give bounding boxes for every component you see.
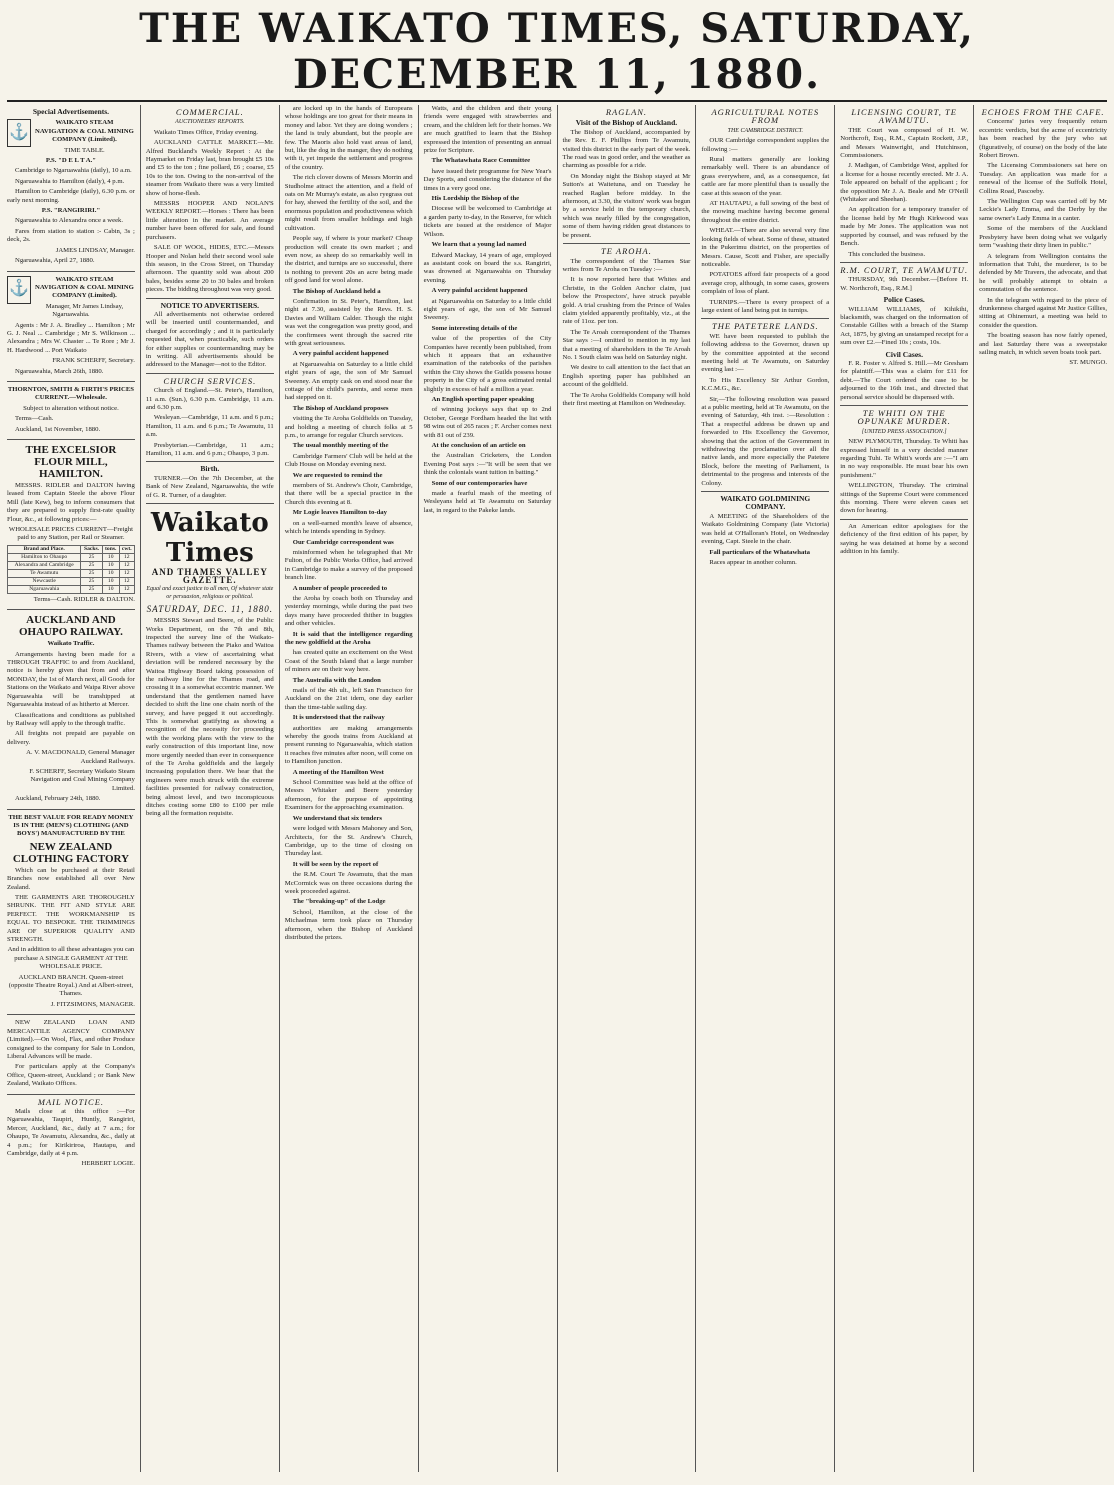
table-cell: 10 xyxy=(102,569,119,577)
article-text: were lodged with Messrs Mahoney and Son, Architects, for the St. Andrew's Church, Cambridge, up to the time of closing on Thursday last. xyxy=(284,825,413,858)
ad-text: WHOLESALE PRICES CURRENT—Freight paid to any Station, per Rail or Steamer. xyxy=(8,526,133,542)
ship-icon: ⚓ xyxy=(7,119,31,147)
article-text: On Monday night the Bishop stayed at Mr Sutton's at Waitetuna, and on Tuesday he reached Raglan before midday. In the afternoon, at 3.30, the visitors' work was begun by a service held in the temporary church, which was nearly filled by the congregation, some of them having ridden great distances to be present. xyxy=(562,172,691,239)
ad-text: WAIKATO STEAM NAVIGATION & COAL MINING COMPANY (Limited). xyxy=(35,119,134,144)
church-text: Presbyterian.—Cambridge, 11 a.m.; Hamilton, 11 a.m. and 6 p.m.; Ohaupo, 3 p.m. xyxy=(145,441,274,458)
article-text: AT HAUTAPU, a full sowing of the best of the mowing machine having become general throughout the entire district. xyxy=(701,200,830,224)
article-text: Rural matters generally are looking remarkably well. There is an abundance of grass everywhere, and, as a consequence, fat cattle are far more plentiful than is usually the case at this season of the year. xyxy=(701,156,830,197)
article-text: Cambridge Farmers' Club will be held at the Club House on Monday evening next. xyxy=(284,452,413,469)
divider xyxy=(701,318,829,319)
table-row xyxy=(8,561,135,569)
article-text: the R.M. Court Te Awamutu, that the man McCormick was on three occasions during the week proceeded against. xyxy=(284,871,413,895)
table-cell: Newcastle xyxy=(8,577,81,585)
ad-title: NEW ZEALAND CLOTHING FACTORY xyxy=(12,840,130,865)
ad-text: Hamilton to Cambridge (daily), 6.30 p.m. or early next morning. xyxy=(7,188,135,204)
paragraph-lead: His Lordship the Bishop of the xyxy=(431,195,520,203)
article-text: Confirmation in St. Peter's, Hamilton, last night at 7.30, assisted by the Revs. H. S. Davies and William Calder. Though the night was wet the congregation was pretty good, and the confirmees went through the sacred rite with great seriousness. xyxy=(284,297,413,347)
column-6 xyxy=(695,105,834,1472)
table-cell: 10 xyxy=(102,561,119,569)
ad-text: For particulars apply at the Company's Office, Queen-street, Auckland ; or Bank New Zealand, Waikato Offices. xyxy=(7,1063,135,1088)
paragraph-lead: The Bishop of Auckland proposes xyxy=(292,404,389,412)
article-text: members of St. Andrew's Choir, Cambridge, that there will be a special practice in the Church this evening at 8. xyxy=(284,482,413,506)
table-row xyxy=(8,553,135,561)
police-cases-title: Police Cases. xyxy=(883,295,925,305)
gazette-subtitle: AND THAMES VALLEY GAZETTE. xyxy=(151,567,268,586)
table-cell: 25 xyxy=(81,577,102,585)
article-text: The Wellington Cup was carried off by Mr Leckie's Lady Emma, and the Derby by the same owner's Lady Emma in a canter. xyxy=(979,198,1107,222)
article-text: THURSDAY, 9th December.—[Before H. W. Northcroft, Esq., R.M.] xyxy=(840,276,969,292)
column-4 xyxy=(418,105,557,1472)
article-text: School, Hamilton, at the close of the Michaelmas term took place on Thursday afternoon, when the Bishop of Auckland distributed the prizes. xyxy=(284,908,413,941)
paragraph-lead: An English sporting paper speaking xyxy=(431,396,535,403)
goldmining-title: WAIKATO GOLDMINING COMPANY. xyxy=(720,494,811,512)
article-text: are locked up in the hands of Europeans whose holdings are too great for their means in money and labor. Yet they are doing wonders ; the land is truly abundant, but the people are few. The Maoris also hold vast areas of land, but, like the dog in the manger, they do nothing with it, yet impede the settlement and progress of the country. xyxy=(284,105,413,171)
article-text: The Licensing Commissioners sat here on Tuesday. An application was made for a renewal of the license of the Suffolk Hotel, Collins Road, Pascoeby. xyxy=(979,162,1107,195)
ad-text: FRANK SCHERFF, Secretary. xyxy=(52,357,135,365)
prices-current-ad xyxy=(7,384,135,440)
table-cell: Alexandra and Cambridge xyxy=(8,561,81,569)
article-text: The correspondent of the Thames Star writes from Te Aroha on Tuesday :— xyxy=(562,257,691,273)
patetere-title: THE PATETERE LANDS. xyxy=(712,321,819,332)
article-text: Watts, and the children and their young friends were engaged with strawberries and cream, and the children left for their homes. We are much gratified to learn that the Bishop expressed the intention of presenting an annual prize for Scripture. xyxy=(423,105,552,155)
ad-text: Terms—Cash. RIDLER & DALTON. xyxy=(33,595,135,603)
article-text: Concerns' juries very frequently return eccentric verdicts, but the acme of eccentricity has been reached by the jury who sat (figuratively, of course) on the body of the late Robert Brown. xyxy=(979,118,1107,160)
raglan-title: RAGLAN. xyxy=(605,107,648,117)
divider xyxy=(146,298,274,299)
paragraph-lead: A very painful accident happened xyxy=(431,287,528,295)
ad-text: Ngaruawahia to Alexandra once a week. xyxy=(15,217,124,225)
divider xyxy=(840,405,968,406)
article-text: POTATOES afford fair prospects of a good average crop, although, in some cases, growers complain of loss of plant. xyxy=(701,271,830,296)
agricultural-title: AGRICULTURAL NOTES FROM xyxy=(711,107,820,126)
table-cell: Te Awamutu xyxy=(8,569,81,577)
table-cell: 12 xyxy=(119,577,134,585)
ad-text: J. FITZSIMONS, MANAGER. xyxy=(50,1000,135,1008)
birth-title: Birth. xyxy=(200,464,220,474)
gazette-header xyxy=(146,508,274,613)
auctioneers-title: AUCTIONEERS' REPORTS. xyxy=(175,119,245,126)
table-header: tons. xyxy=(102,545,119,553)
paragraph-lead: We are requested to remind the xyxy=(292,471,383,479)
ad-text: Ngaruawahia, April 27, 1880. xyxy=(15,257,95,265)
ad-text: Classifications and conditions as published by Railway will apply to the through traffic. xyxy=(7,711,135,727)
ad-text: Arrangements having been made for a THROUGH TRAFFIC to and from Auckland, notice is hereby given that from and after MONDAY, the 1st of March next, all Goods for Stations on the Waikato and Waipa River above Ngaruawahia will be transhipped at Ngaruawahia instead of as hitherto at Mercer. xyxy=(7,650,135,709)
mail-notice-signature: HERBERT LOGIE. xyxy=(81,1160,135,1168)
gazette-title: Waikato Times xyxy=(150,508,269,569)
paragraph-lead: Fall particulars of the Whatawhata xyxy=(709,548,810,556)
ad-text: Waikato Traffic. xyxy=(47,640,95,648)
ad-text: THE GARMENTS ARE THOROUGHLY SHRUNK. THE FIT AND STYLE ARE PERFECT. THE WORKMANSHIP IS EQUAL TO BESPOKE. THE TRIMMINGS ARE OF SUPERIOR QUALITY AND STRENGTH. xyxy=(7,894,135,944)
article-text: NEW PLYMOUTH, Thursday. Te Whiti has expressed himself in a very decided manner regarding Tuhi. Te Whiti's words are :—"I am in no way responsible. He must bear his own punishment." xyxy=(840,438,969,479)
table-cell: 25 xyxy=(81,561,102,569)
paragraph-lead: A number of people proceeded to xyxy=(292,584,388,592)
paragraph-lead: Mr Logie leaves Hamilton to-day xyxy=(292,509,387,517)
article-text: THE Court was composed of H. W. Northcroft, Esq., R.M., Captain Rockett, J.P., and Messrs Wainwright, and Hutchinson, Commissioners. xyxy=(840,126,969,160)
commercial-paragraph: MESSRS HOOPER AND NOLAN'S WEEKLY REPORT.—Horses : There has been little alteration in the market. An average number have been offered for sale, and found purchasers. xyxy=(145,200,274,241)
table-cell: 12 xyxy=(119,561,134,569)
commercial-paragraph: AUCKLAND CATTLE MARKET.—Mr. Alfred Buckland's Weekly Report : At the Haymarket on Friday last, bran brought £5 10s and £5 to the ton ; fine pollard, £6 ; coarse, £5 10s to the ton. Owing to the non-arrival of the steamer from Waikato there was a very limited show of horse-flesh. xyxy=(145,139,274,197)
commercial-paragraph: SALE OF WOOL, HIDES, ETC.—Messrs Hooper and Nolan held their second wool sale this season, in the Cross Street, on Thursday afternoon. The quantity sold was about 200 bales, besides some 20 to 30 bales and broken pieces. The bidding throughout was very good. xyxy=(145,244,274,294)
navigation-agents-ad xyxy=(7,274,135,382)
signature: ST. MUNGO. xyxy=(1069,359,1107,367)
table-cell: 25 xyxy=(81,569,102,577)
column-8 xyxy=(973,105,1107,1472)
table-row xyxy=(8,585,135,593)
divider xyxy=(840,262,968,263)
article-text: J. Madigan, of Cambridge West, applied for a license for a house recently erected. Mr J. A. Tole appeared on behalf of the applicant ; for the opposition Mr J. A. Beale and Mr O'Neill (Whitaker and Sheehan). xyxy=(840,162,969,204)
ad-text: Manager, Mr James Lindsay, Ngaruawahia. xyxy=(45,302,124,319)
article-text: WELLINGTON, Thursday. The criminal sittings of the Supreme Court were commenced this morning. There were eleven cases set down for hearing. xyxy=(840,482,969,515)
article-text: misinformed when he telegraphed that Mr Fulton, of the Public Works Office, had arrived in Cambridge to make a survey of the proposed branch line. xyxy=(284,548,413,582)
article-text: To His Excellency Sir Arthur Gordon, K.C.M.G., &c. xyxy=(701,376,830,393)
article-text: A MEETING of the Shareholders of the Waikato Goldmining Company (late Victoria) was held at O'Halloran's Hotel, on Wednesday evening, Capt. Steele in the chair. xyxy=(701,512,830,546)
paragraph-lead: Our Cambridge correspondent was xyxy=(292,538,394,546)
table-header: cwt. xyxy=(119,545,134,553)
ad-text: P.S. "D E L T A." xyxy=(45,157,96,165)
ad-text: Subject to alteration without notice. xyxy=(23,404,119,412)
masthead: THE WAIKATO TIMES, SATURDAY, DECEMBER 11, 1880. xyxy=(139,6,975,98)
ad-text: JAMES LINDSAY, Manager. xyxy=(55,246,135,254)
columns xyxy=(7,105,1107,1472)
column-5 xyxy=(557,105,696,1472)
article-text: This concluded the business. xyxy=(848,250,926,258)
divider xyxy=(840,519,968,520)
ad-text: Auckland, 1st November, 1880. xyxy=(15,425,101,433)
table-row xyxy=(8,577,135,585)
article-text: In the telegram with regard to the piece of drunkenness charged against Mr Justice Gillies, sitting at Ohinemuri, a meeting was held to consider the question. xyxy=(979,296,1107,329)
ad-text: Auckland, February 24th, 1880. xyxy=(15,795,101,803)
agricultural-subtitle: THE CAMBRIDGE DISTRICT. xyxy=(727,127,803,134)
ad-text: Ngaruawahia, March 26th, 1880. xyxy=(15,367,104,375)
gazette-motto: Equal and exact justice to all men, Of whatever state or persuasion, religious or political. xyxy=(146,585,274,601)
paragraph-lead: The usual monthly meeting of the xyxy=(292,442,389,450)
article-text: The boating season has now fairly opened, and last Saturday there was a sweepstake sailing match, in which seven boats took part. xyxy=(979,332,1107,356)
article-text: WE have been requested to publish the following address to the Governor, drawn up by the committee appointed at the second meeting held at Te Awamutu, on Saturday evening last :— xyxy=(701,332,830,374)
article-text: The Te Aroha Goldfields Company will hold their first meeting at Hamilton on Wednesday. xyxy=(562,391,691,407)
ad-title: THE EXCELSIOR FLOUR MILL, HAMILTON. xyxy=(25,444,117,480)
table-row xyxy=(8,569,135,577)
article-text: WHEAT.—There are also several very fine looking fields of wheat. Some of these, situated in the Pukerimu district, on the properties of Messrs. Cause, Scott and Fisher, are specially noticeable. xyxy=(701,227,830,268)
article-text: The Te Aroah correspondent of the Thames Star says :—I omitted to mention in my last that a meeting of shareholders in the Te Aroah No. 1 South claim was held on Saturday night. xyxy=(562,328,691,361)
article-text: Edward Mackay, 14 years of age, employed as assistant cook on board the s.s. Rangiriri, was drowned at Ngaruawahia on Thursday evening. xyxy=(423,251,552,284)
table-cell: 25 xyxy=(81,553,102,561)
church-title: CHURCH SERVICES. xyxy=(163,375,257,386)
commercial-paragraph: Waikato Times Office, Friday evening. xyxy=(153,128,258,136)
ad-text: MESSRS. RIDLER and DALTON having leased from Captain Steele the above Flour Mill (late Kew), beg to inform consumers that they are prepared to supply first-rate quality Flour, &c., at following prices:— xyxy=(7,482,135,523)
article-text: on a well-earned month's leave of absence, which he intends spending in Sydney. xyxy=(284,519,413,536)
ad-text: All freights not prepaid are payable on delivery. xyxy=(7,730,135,746)
table-header: Sacks. xyxy=(81,545,102,553)
commercial-title: COMMERCIAL. xyxy=(175,107,244,117)
table-cell: Hamilton to Ohaupo xyxy=(8,553,81,561)
ad-text: And in addition to all these advantages you can purchase A SINGLE GARMENT AT THE WHOLESALE PRICE. xyxy=(7,946,135,971)
ad-title: AUCKLAND AND OHAUPO RAILWAY. xyxy=(18,614,123,639)
divider xyxy=(146,461,274,462)
paragraph-lead: The Whatawhata Race Committee xyxy=(431,157,531,165)
divider xyxy=(146,503,274,504)
paragraph-lead: It will be seen by the report of xyxy=(292,860,379,868)
article-text: OUR Cambridge correspondent supplies the following :— xyxy=(701,137,830,153)
church-text: Church of England.—St. Peter's, Hamilton, 11 a.m. (Sun.), 6.30 p.m. Cambridge, 11 a.m. and 6.30 p.m. xyxy=(145,387,274,411)
press-association: [UNITED PRESS ASSOCIATION.] xyxy=(861,428,947,435)
article-text: the Australian Cricketers, the London Evening Post says :—"It will be seen that we think the colonials want tuition in batting." xyxy=(423,452,552,477)
table-cell: 12 xyxy=(119,569,134,577)
article-text: at Ngaruawahia on Saturday to a little child eight years of age, the son of Mr Samuel Sweeney. An empty cask on end stood near the cottage of the child's parents, and some men had stepped on it. xyxy=(284,360,413,402)
civil-cases-title: Civil Cases. xyxy=(885,349,923,359)
birth-text: TURNER.—On the 7th December, at the Bank of New Zealand, Ngaruawahia, the wife of G. R. Turner, of a daughter. xyxy=(145,474,274,499)
article-text: WILLIAM WILLIAMS, of Kihikihi, blacksmith, was charged on the information of Constable Gillies with a breach of the Stamp Act, 1875, by giving an unstamped receipt for a sum over £2.—Fined 10s ; costs, 10s. xyxy=(840,305,969,347)
paragraph-lead: It is understood that the railway xyxy=(292,714,385,722)
article-text: Sir,—The following resolution was passed at a public meeting, held at Te Awamutu, on the evening of Saturday, 4th inst. :—Resolution : That a respectful address be drawn up and forwarded to His Excellency the Governor, showing that the action of the Government in withdrawing the proclamation over all the native lands, and more especially the Patetere Block, before the meeting of Parliament, is detrimental to the progress and interests of the Colony. xyxy=(701,395,830,487)
divider xyxy=(146,373,274,374)
paragraph-lead: A very painful accident happened xyxy=(292,350,389,358)
table-cell: 12 xyxy=(119,585,134,593)
table-header: Brand and Place. xyxy=(8,545,81,553)
ad-text: Fares from station to station :- Cabin, 3s ; deck, 2s. xyxy=(7,227,135,244)
special-ads-heading: Special Advertisements. xyxy=(32,107,110,116)
church-text: Wesleyan.—Cambridge, 11 a.m. and 6 p.m.; Hamilton, 11 a.m. and 6 p.m.; Te Awamutu, 11 a.m. xyxy=(145,414,274,439)
article-text: An American editor apologises for the deficiency of the first edition of his paper, by saying he was detained at home by a second addition in his family. xyxy=(840,522,969,556)
article-text: value of the properties of the City Companies have recently been published, from which it appears that an exhaustive examination of the ratebooks of the parishes within the City shows the Guilds possess house property in the City of a gross estimated rental slightly in excess of half a million a year. xyxy=(423,335,552,393)
ad-text: AUCKLAND BRANCH. Queen-street (opposite Theatre Royal.) And at Albert-street, Thames. xyxy=(8,973,134,998)
column-2 xyxy=(140,105,279,1472)
article-text: have issued their programme for New Year's Day Sports, and considering the distance of the times in a very good one. xyxy=(423,167,552,192)
steam-navigation-ad xyxy=(7,117,135,271)
echoes-title: ECHOES FROM THE CAFE. xyxy=(981,107,1105,117)
article-text: the Aroha by coach both on Thursday and yesterday mornings, while during the past two days many have proceeded thither in buggies and other vehicles. xyxy=(284,594,413,628)
article-text: visiting the Te Aroha Goldfields on Tuesday, and holding a meeting of church folks at 5 p.m., to arrange for regular Church services. xyxy=(284,415,413,440)
clothing-factory-ad xyxy=(7,812,135,1016)
article-text: The rich clover downs of Messrs Morrin and Studholme attract the attention, and a field of oats on Mr Murray's estate, as also ryegrass out for hay, shewed the fertility of the soil, and the enormous population and productiveness which might result from smaller holdings and high cultivation. xyxy=(284,174,413,232)
masthead-rule xyxy=(7,100,1107,102)
paragraph-lead: We understand that six tenders xyxy=(292,814,382,822)
article-text: authorities are making arrangements whereby the goods trains from Auckland at present running to Ngaruawahia, which station it reaches five minutes after noon, will come on to Hamilton junction. xyxy=(284,724,413,766)
ad-text: Cambridge to Ngaruawahia (daily), 10 a.m. xyxy=(15,167,132,175)
licensing-court-title: LICENSING COURT, TE AWAMUTU. xyxy=(851,107,957,126)
paragraph-lead: The "breaking-up" of the Lodge xyxy=(292,898,386,906)
divider xyxy=(563,243,691,244)
article-text: made a fearful mash of the meeting of Wesleyans held at Te Awamutu on Saturday last, in regard to the Pakeke lands. xyxy=(423,490,552,514)
newspaper-page xyxy=(7,6,1107,1472)
article-text: at Ngaruawahia on Saturday to a little child eight years of age, the son of Mr Samuel Sweeney. xyxy=(423,297,552,322)
railway-ad xyxy=(7,612,135,809)
article-text: F. R. Foster v. Alfred S. Hill.—Mr Gresham for plaintiff.—This was a claim for £11 for debt.—The Court ordered the case to be adjourned to the 16th inst., and directed that personal service should be dispensed with. xyxy=(840,359,969,401)
editorial-text: MESSRS Stewart and Beere, of the Public Works Department, on the 7th and 8th, inspected the survey line of the Waikato-Thames railway between the Piako and Waitoa Rivers, with a view of ascertaining what deviation will be rendered necessary by the Waitoa Highway Board taking possession of the railway line for the Thames road, and crossing it in a somewhat eccentric manner. We understand that the gentlemen named have decided to shift the line one chain north of the survey, and have pegged it out accordingly. This is somewhat gratifying as showing a recognition of the necessity for proceeding with the working plans with the view to the early construction of this important line, now more urgently needed than ever in consequence of the Te Aroha goldfields and the largely increasing population there. We hear that the engineers were much struck with the extreme facilities presented for railway construction, being almost level, and two inconspicuous ditches costing some £80 to £100 per mile being all the formation requisite. xyxy=(145,617,274,818)
table-cell: 25 xyxy=(81,585,102,593)
column-3 xyxy=(279,105,418,1472)
article-text: The Bishop of Auckland, accompanied by the Rev. E. F. Phillips from Te Awamutu, visited this district in the early part of the week. The road was in good order, and the weather as charming as possible for a ride. xyxy=(562,128,691,170)
article-text: of winning jockeys says that up to 2nd October, George Fordham headed the list with 98 wins out of 265 races ; F. Archer comes next with 81 out of 239. xyxy=(423,406,552,439)
te-whiti-title: TE WHITI ON THE OPUNAKE MURDER. xyxy=(857,408,951,427)
paragraph-lead: We learn that a young lad named xyxy=(431,241,527,249)
notice-text: All advertisements not otherwise ordered will be inserted until countermanded, and charged for accordingly ; and it is particularly requested that, when practicable, such orders for either supplies or countermanding may be in writing. All advertisements should be addressed to the Manager—not to the Editor. xyxy=(145,310,274,369)
mail-notice-text: Mails close at this office :—For Ngaruawahia, Taupiri, Huntly, Rangiriri, Mercer, Auckland, &c., daily at 7 a.m.; for Ohaupo, Te Awamutu, Alexandra, &c., daily at 4 p.m.; for Kirikiriroa, Hautapu, and Cambridge, daily at 4 p.m. xyxy=(7,1107,135,1157)
ad-text: Terms—Cash. xyxy=(15,415,54,423)
ad-text: P.S. "RANGIRIRI." xyxy=(41,207,101,215)
ad-text: NEW ZEALAND LOAN AND MERCANTILE AGENCY COMPANY (Limited).—On Wool, Flax, and other Produce consigned to the company for Sale in London, Liberal Advances will be made. xyxy=(7,1019,135,1060)
flour-mill-ad xyxy=(7,442,135,610)
loan-agency-ad xyxy=(7,1017,135,1094)
article-text: School Committee was held at the office of Messrs Whitaker and Beere yesterday afternoon, for the purpose of appointing Examiners for the approaching examination. xyxy=(284,779,413,812)
article-text: Diocese will be welcomed to Cambridge at a garden party to-day, in the Reserve, for which tickets are issued at the residence of Major Wilson. xyxy=(423,205,552,238)
table-cell: 12 xyxy=(119,553,134,561)
column-1 xyxy=(7,105,140,1472)
article-text: It is now reported here that Whites and Christie, in the Golden Anchor claim, just below the Prospectors', have struck payable gold. A trial crushing from the Prince of Wales claim yielded apparently profitably, viz., at the rate of 11oz. per ton. xyxy=(562,276,691,326)
ad-text: THE BEST VALUE FOR READY MONEY IS IN THE (MEN'S) CLOTHING (AND BOYS') MANUFACTURED BY THE xyxy=(8,813,134,838)
ship-icon: ⚓ xyxy=(7,276,31,304)
ad-text: Agents : Mr J. A. Bradley ... Hamilton ; Mr G. J. Neal ... Cambridge ; Mr S. Wilkinson ... Alexandra ; Mrs W. Chaster ... Te Rore ; Mr J. H. Hardwood ... Port Waikato xyxy=(7,321,135,354)
ad-text: Ngaruawahia to Hamilton (daily), 4 p.m. xyxy=(15,177,125,185)
flour-price-table xyxy=(7,545,135,594)
article-text: TURNIPS.—There is every prospect of a large extent of land being put in turnips. xyxy=(701,298,830,314)
paragraph-lead: Some interesting details of the xyxy=(431,324,518,332)
ad-text: TIME TABLE. xyxy=(64,146,105,154)
article-text: We desire to call attention to the fact that an English sporting paper has published an account of the goldfield. xyxy=(562,364,691,389)
mail-notice-title: MAIL NOTICE. xyxy=(37,1096,105,1107)
ad-text: THORNTON, SMITH & FIRTH'S PRICES CURRENT.—Wholesale. xyxy=(7,385,135,402)
ad-text: F. SCHERFF, Secretary Waikato Steam Navigation and Coal Mining Company Limited. xyxy=(29,767,135,792)
paragraph-lead: It is said that the intelligence regarding the new goldfield at the Aroha xyxy=(284,630,413,646)
divider xyxy=(701,491,829,492)
paragraph-lead: A meeting of the Hamilton West xyxy=(292,768,384,776)
article-text: Some of the members of the Auckland Presbytery have been doing what we vulgarly term "washing their dirty linen in public." xyxy=(979,225,1107,250)
article-text: mails of the 4th ult., left San Francisco for Auckland on the 21st idem, one day earlier than the time-table sailing day. xyxy=(284,687,413,711)
rm-court-title: R.M. COURT, TE AWAMUTU. xyxy=(840,264,969,275)
te-aroha-title: TE AROHA. xyxy=(601,246,652,257)
table-cell: 10 xyxy=(102,585,119,593)
column-7 xyxy=(834,105,973,1472)
paragraph-lead: The Bishop of Auckland held a xyxy=(292,287,381,295)
ad-text: A. V. MACDONALD, General Manager Auckland Railways. xyxy=(26,749,135,765)
table-cell: 10 xyxy=(102,553,119,561)
article-text: People say, if where is your market? Cheap production will create its own market ; and even now, as sheep do so remarkably well in the district, and turnips are so successful, there is nothing to prevent 20s an acre being made off good land for wool alone. xyxy=(284,235,413,285)
ad-text: WAIKATO STEAM NAVIGATION & COAL MINING COMPANY (Limited). xyxy=(35,275,134,300)
article-text: An application for a temporary transfer of the license held by Mr Hugh Kirkwood was made by Mr Jones. The application was not supported by counsel, and was refused by the Bench. xyxy=(840,206,969,248)
article-text: A telegram from Wellington contains the information that Tuhi, the murderer, is to be defended by Mr Travers, the advocate, and that he will probably attempt to obtain a commutation of the sentence. xyxy=(979,252,1107,294)
gazette-date: SATURDAY, DEC. 11, 1880. xyxy=(146,603,274,614)
article-text: Races appear in another column. xyxy=(709,558,797,566)
bishop-visit-title: Visit of the Bishop of Auckland. xyxy=(575,118,678,128)
article-text: has created quite an excitement on the West Coast of the South Island that a large number of miners are on their way here. xyxy=(284,649,413,674)
ad-text: Which can be purchased at their Retail Branches now established all over New Zealand. xyxy=(7,866,135,891)
table-cell: 10 xyxy=(102,577,119,585)
paragraph-lead: At the conclusion of an article on xyxy=(431,442,526,450)
paragraph-lead: The Australia with the London xyxy=(292,676,381,684)
notice-title: NOTICE TO ADVERTISERS. xyxy=(160,300,260,310)
paragraph-lead: Some of our contemporaries have xyxy=(431,479,528,487)
table-cell: Ngaruawahia xyxy=(8,585,81,593)
